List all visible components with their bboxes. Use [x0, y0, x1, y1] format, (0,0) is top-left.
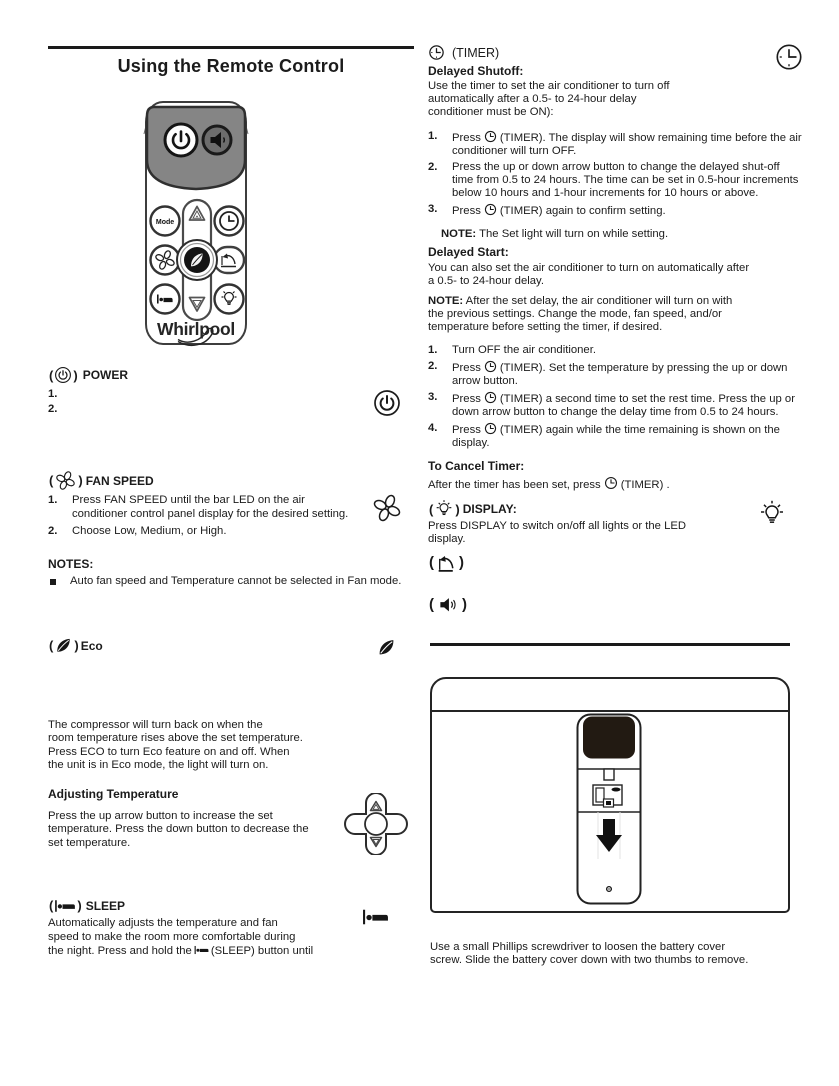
list-item: 1. Turn OFF the air conditioner.	[428, 344, 596, 356]
dpad-arrows-icon	[344, 793, 408, 855]
timer-heading: (TIMER)	[428, 44, 499, 61]
delayed-start-note: NOTE: After the set delay, the air conditioner will turn on with the previous settings. Change the mode, fan speed, and/or temperature before setting the timer, if desired.	[428, 295, 733, 333]
bed-icon	[54, 899, 76, 913]
speaker-icon	[438, 595, 457, 614]
delayed-shutoff-steps	[428, 130, 804, 221]
eco-heading: ( ) Eco	[49, 638, 103, 653]
clock-icon	[484, 130, 497, 143]
power-icon	[54, 366, 72, 384]
remote-eco-button	[177, 240, 217, 280]
delayed-start-intro: You can also set the air conditioner to turn on automatically after a 0.5- to 24-hour delay.	[428, 262, 750, 287]
remote-sleep-button	[151, 285, 180, 314]
bulb-icon	[434, 499, 454, 519]
clock-icon	[774, 42, 804, 72]
adjusting-temperature-heading: Adjusting Temperature	[48, 787, 179, 801]
clock-icon	[484, 391, 497, 404]
list-item: 2. Choose Low, Medium, or High.	[48, 524, 227, 537]
fan-speed-heading: ( ) FAN SPEED	[48, 469, 154, 492]
delayed-shutoff-intro: Use the timer to set the air conditioner to turn off automatically after a 0.5- to 24-hour delay conditioner must be ON):	[428, 80, 670, 118]
power-item-2: 2.	[48, 403, 58, 415]
clock-icon	[604, 476, 618, 490]
battery-illustration-box	[430, 677, 790, 913]
page-title: Using the Remote Control	[117, 56, 345, 76]
remote-fan-button	[151, 246, 180, 275]
bullet-square-icon	[50, 579, 56, 585]
box-header	[432, 679, 788, 712]
notes-label: NOTES:	[48, 557, 94, 571]
remote-swing-button	[214, 247, 244, 273]
list-item: 1. Press FAN SPEED until the bar LED on the air conditioner control panel display for the desired setting.	[48, 494, 349, 520]
shutoff-note: NOTE: The Set light will turn on while setting.	[441, 228, 669, 240]
display-body: Press DISPLAY to switch on/off all lights or the LED display.	[428, 520, 687, 545]
remote-power-button	[165, 124, 197, 156]
eco-paragraph: The compressor will turn back on when the room temperature rises above the set temperature. Press ECO to turn Eco feature on and off. When the unit is in Eco mode, the light will turn on.	[48, 719, 303, 772]
remote-timer-button	[215, 207, 244, 236]
list-item: 1. Press (TIMER). The display will show remaining time before the air conditioner will turn OFF.	[428, 130, 802, 157]
battery-caption: Use a small Phillips screwdriver to loosen the battery cover screw. Slide the battery cover down with two thumbs to remove.	[430, 941, 749, 967]
leaf-icon	[54, 636, 73, 655]
remote-back-illustration	[576, 713, 642, 905]
remote-back-top-panel	[583, 717, 635, 759]
cover-tab	[604, 769, 614, 780]
cancel-timer-body: After the timer has been set, press (TIMER) .	[428, 476, 670, 492]
fan-speed-steps	[48, 494, 360, 541]
delayed-start-heading: Delayed Start:	[428, 245, 509, 259]
clock-icon	[484, 360, 497, 373]
bed-icon	[194, 945, 209, 955]
bed-icon	[362, 908, 389, 926]
display-heading: ( ) DISPLAY:	[428, 499, 517, 519]
fan-icon	[371, 492, 403, 524]
note-bullet: Auto fan speed and Temperature cannot be selected in Fan mode.	[48, 575, 410, 588]
delayed-start-steps	[428, 344, 804, 453]
section-rule	[430, 643, 790, 646]
remote-brand-logo: Whirlpool	[157, 319, 235, 339]
bulb-icon	[757, 499, 787, 529]
title-rule	[48, 46, 414, 49]
speaker-label: ( )	[429, 596, 467, 613]
power-item-1: 1.	[48, 388, 58, 400]
sleep-heading: ( ) SLEEP	[49, 898, 126, 913]
remote-mute-button	[203, 126, 231, 154]
power-heading: ( ) POWER	[49, 367, 129, 383]
list-item: 4. Press (TIMER) again while the time remaining is shown on the display.	[428, 422, 780, 449]
list-item: 3. Press (TIMER) a second time to set the rest time. Press the up or down arrow button to change the delay time from 0.5 to 24 hours.	[428, 391, 795, 418]
remote-front-illustration	[140, 98, 252, 350]
clock-icon	[484, 203, 497, 216]
list-item: 2. Press (TIMER). Set the temperature by pressing the up or down arrow button.	[428, 360, 788, 387]
swing-label: ( )	[428, 551, 465, 574]
adjusting-temperature-paragraph: Press the up arrow button to increase the set temperature. Press the down button to decrease the set temperature.	[48, 810, 309, 849]
list-item: 2. Press the up or down arrow button to change the delayed shut-off time from 0.5 to 24 hours. The time can be set in 0.5-hour increments below 10 hours and 1-hour increments for 10 hours or above.	[428, 161, 799, 199]
power-icon	[373, 389, 401, 417]
delayed-shutoff-heading: Delayed Shutoff:	[428, 64, 524, 78]
remote-mode-button	[151, 207, 180, 236]
swing-arrow-icon	[435, 551, 458, 574]
clock-icon	[484, 422, 497, 435]
clock-icon	[428, 44, 445, 61]
remote-display-button	[215, 285, 244, 314]
svg-text:Mode: Mode	[155, 218, 175, 226]
cancel-timer-heading: To Cancel Timer:	[428, 459, 525, 473]
list-item: 3. Press (TIMER) again to confirm setting.	[428, 203, 666, 217]
sleep-paragraph: Automatically adjusts the temperature and fan speed to make the room more comfortable during the night. Press and hold the (SLEEP) button until	[48, 917, 314, 957]
fan-icon	[54, 469, 77, 492]
leaf-icon	[376, 637, 397, 658]
